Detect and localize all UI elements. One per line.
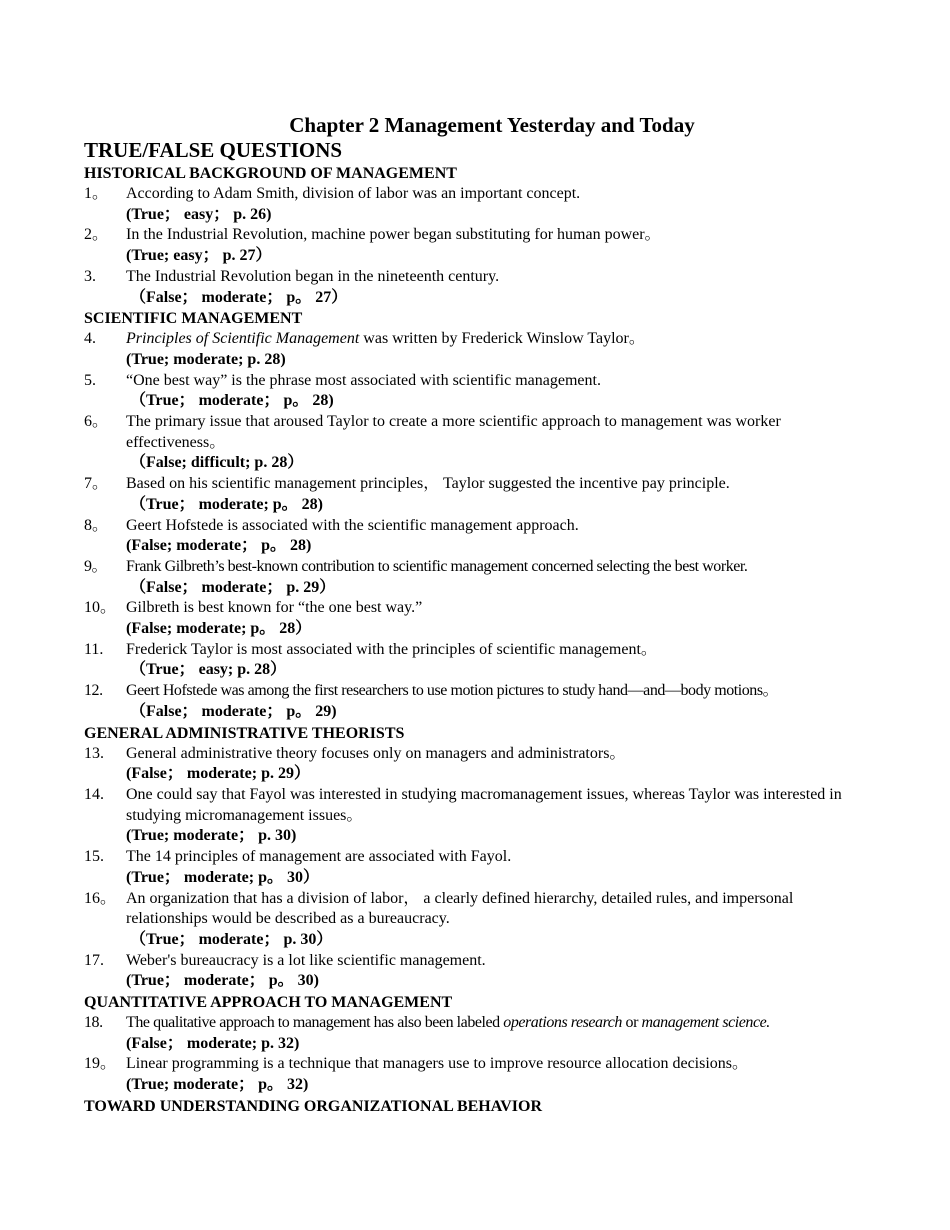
question-text [126, 184, 874, 205]
question-number: 9。 [84, 557, 108, 575]
answer-key: (True; moderate； p。 32) [126, 1076, 309, 1094]
question-number: 14. [84, 785, 104, 803]
question-text [126, 1054, 874, 1075]
question-number: 15. [84, 848, 104, 866]
subsection-heading: QUANTITATIVE APPROACH TO MANAGEMENT [84, 994, 453, 1012]
question-text [126, 681, 874, 702]
question-text-part: Gilbreth is best known for “the one best way.” [126, 599, 423, 617]
question-item [84, 267, 874, 288]
answer-key: （True； moderate； p. 30） [126, 930, 333, 948]
question-item [84, 598, 874, 619]
question-number: 4. [84, 330, 96, 348]
subsection-heading: TOWARD UNDERSTANDING ORGANIZATIONAL BEHAVIOR [84, 1097, 543, 1115]
question-number: 2。 [84, 226, 109, 244]
document-page [84, 112, 874, 1117]
question-number: 7。 [84, 475, 109, 493]
question-text-part: Weber's bureaucracy is a lot like scientific management. [126, 951, 486, 969]
question-item [84, 640, 874, 661]
question-number: 13. [84, 744, 104, 762]
question-item [84, 951, 874, 972]
question-number: 3. [84, 267, 96, 285]
section-heading: TRUE/FALSE QUESTIONS [84, 138, 343, 162]
question-text-part: Geert Hofstede was among the first researchers to use motion pictures to study hand—and—body motions。 [126, 682, 779, 700]
question-text-part: The Industrial Revolution began in the nineteenth century. [126, 267, 500, 285]
question-text [126, 371, 874, 392]
question-number: 10。 [84, 599, 117, 617]
question-item [84, 184, 874, 205]
question-text [126, 412, 874, 453]
question-text-part: In the Industrial Revolution, machine power began substituting for human power。 [126, 226, 661, 244]
question-number: 6。 [84, 413, 109, 431]
question-item [84, 681, 874, 702]
question-number: 16。 [84, 889, 117, 907]
question-text [126, 889, 874, 930]
question-item [84, 785, 874, 826]
question-text [126, 744, 874, 765]
answer-key: (False; moderate； p。 28) [126, 537, 312, 555]
question-text-italic: management science. [641, 1014, 770, 1032]
question-number: 17. [84, 951, 104, 969]
question-text-part: The 14 principles of management are associated with Fayol. [126, 848, 512, 866]
answer-key: (True; easy； p. 27） [126, 247, 272, 265]
question-text-part: Based on his scientific management principles， Taylor suggested the incentive pay principle. [126, 475, 730, 493]
question-item [84, 1013, 874, 1034]
question-item [84, 516, 874, 537]
answer-key: （False； moderate； p. 29） [126, 578, 336, 596]
question-item [84, 474, 874, 495]
question-item [84, 1054, 874, 1075]
question-text-part: Frederick Taylor is most associated with the principles of scientific management。 [126, 640, 657, 658]
question-text [126, 847, 874, 868]
question-item [84, 847, 874, 868]
question-item [84, 412, 874, 453]
question-number: 8。 [84, 516, 109, 534]
answer-key: (True; moderate; p. 28) [126, 350, 286, 368]
question-item [84, 371, 874, 392]
answer-key: （True； moderate; p。 28) [126, 495, 324, 513]
question-text [126, 474, 874, 495]
answer-key: (True; moderate； p. 30) [126, 827, 297, 845]
question-text-italic: Principles of Scientific Management [126, 330, 360, 348]
question-text-part: One could say that Fayol was interested in studying macromanagement issues, whereas Taylor was interested in studying micromanagement issues。 [126, 785, 842, 824]
question-text-part: The primary issue that aroused Taylor to create a more scientific approach to management was worker effectiveness。 [126, 413, 781, 451]
question-text [126, 1013, 874, 1034]
question-text [126, 516, 874, 537]
question-number: 12. [84, 682, 103, 700]
question-text-part: An organization that has a division of labor， a clearly defined hierarchy, detailed rules, and impersonal relationships would be described as a bureaucracy. [126, 889, 794, 928]
question-text [126, 329, 874, 350]
question-text [126, 225, 874, 246]
question-item [84, 744, 874, 765]
answer-key: (False; moderate; p。 28） [126, 620, 312, 638]
question-text-italic: operations research [503, 1014, 622, 1032]
question-item [84, 329, 874, 350]
answer-key: (True； moderate； p。 30) [126, 972, 320, 990]
question-text-part: or [621, 1014, 642, 1032]
answer-key: （True； easy; p. 28） [126, 661, 287, 679]
question-text-part: was written by Frederick Winslow Taylor。 [359, 330, 645, 348]
answer-key: (True； moderate; p。 30） [126, 868, 320, 886]
question-text-part: Geert Hofstede is associated with the scientific management approach. [126, 516, 579, 534]
question-text [126, 785, 874, 826]
answer-key: (True； easy； p. 26) [126, 205, 272, 223]
question-text-part: The qualitative approach to management has also been labeled [126, 1014, 504, 1032]
question-text [126, 267, 874, 288]
answer-key: (False； moderate; p. 29） [126, 765, 310, 783]
question-text-part: “One best way” is the phrase most associated with scientific management. [126, 371, 601, 389]
question-item [84, 557, 874, 578]
answer-key: (False； moderate; p. 32) [126, 1034, 300, 1052]
question-text-part: Linear programming is a technique that managers use to improve resource allocation decisions。 [126, 1055, 749, 1073]
question-item [84, 225, 874, 246]
subsection-heading: GENERAL ADMINISTRATIVE THEORISTS [84, 724, 405, 742]
question-number: 1。 [84, 185, 109, 202]
subsection-heading: SCIENTIFIC MANAGEMENT [84, 310, 303, 328]
answer-key: （True； moderate； p。 28) [126, 392, 334, 410]
question-text-part: General administrative theory focuses only on managers and administrators。 [126, 744, 626, 762]
question-item [84, 889, 874, 930]
chapter-title: Chapter 2 Management Yesterday and Today [289, 113, 695, 137]
question-text [126, 557, 874, 578]
question-text-part: According to Adam Smith, division of labor was an important concept. [126, 185, 581, 202]
question-number: 19。 [84, 1055, 117, 1073]
question-number: 18. [84, 1014, 103, 1032]
question-sections [84, 164, 874, 1117]
answer-key: （False; difficult; p. 28） [126, 454, 304, 472]
question-text [126, 640, 874, 661]
question-text [126, 951, 874, 972]
question-text [126, 598, 874, 619]
answer-key: （False； moderate； p。 27） [126, 288, 348, 306]
question-number: 11. [84, 640, 104, 658]
question-text-part: Frank Gilbreth’s best-known contribution to scientific management concerned selecting the best worker. [126, 557, 748, 575]
answer-key: （False； moderate； p。 29) [126, 702, 337, 720]
subsection-heading: HISTORICAL BACKGROUND OF MANAGEMENT [84, 165, 457, 182]
question-number: 5. [84, 371, 96, 389]
